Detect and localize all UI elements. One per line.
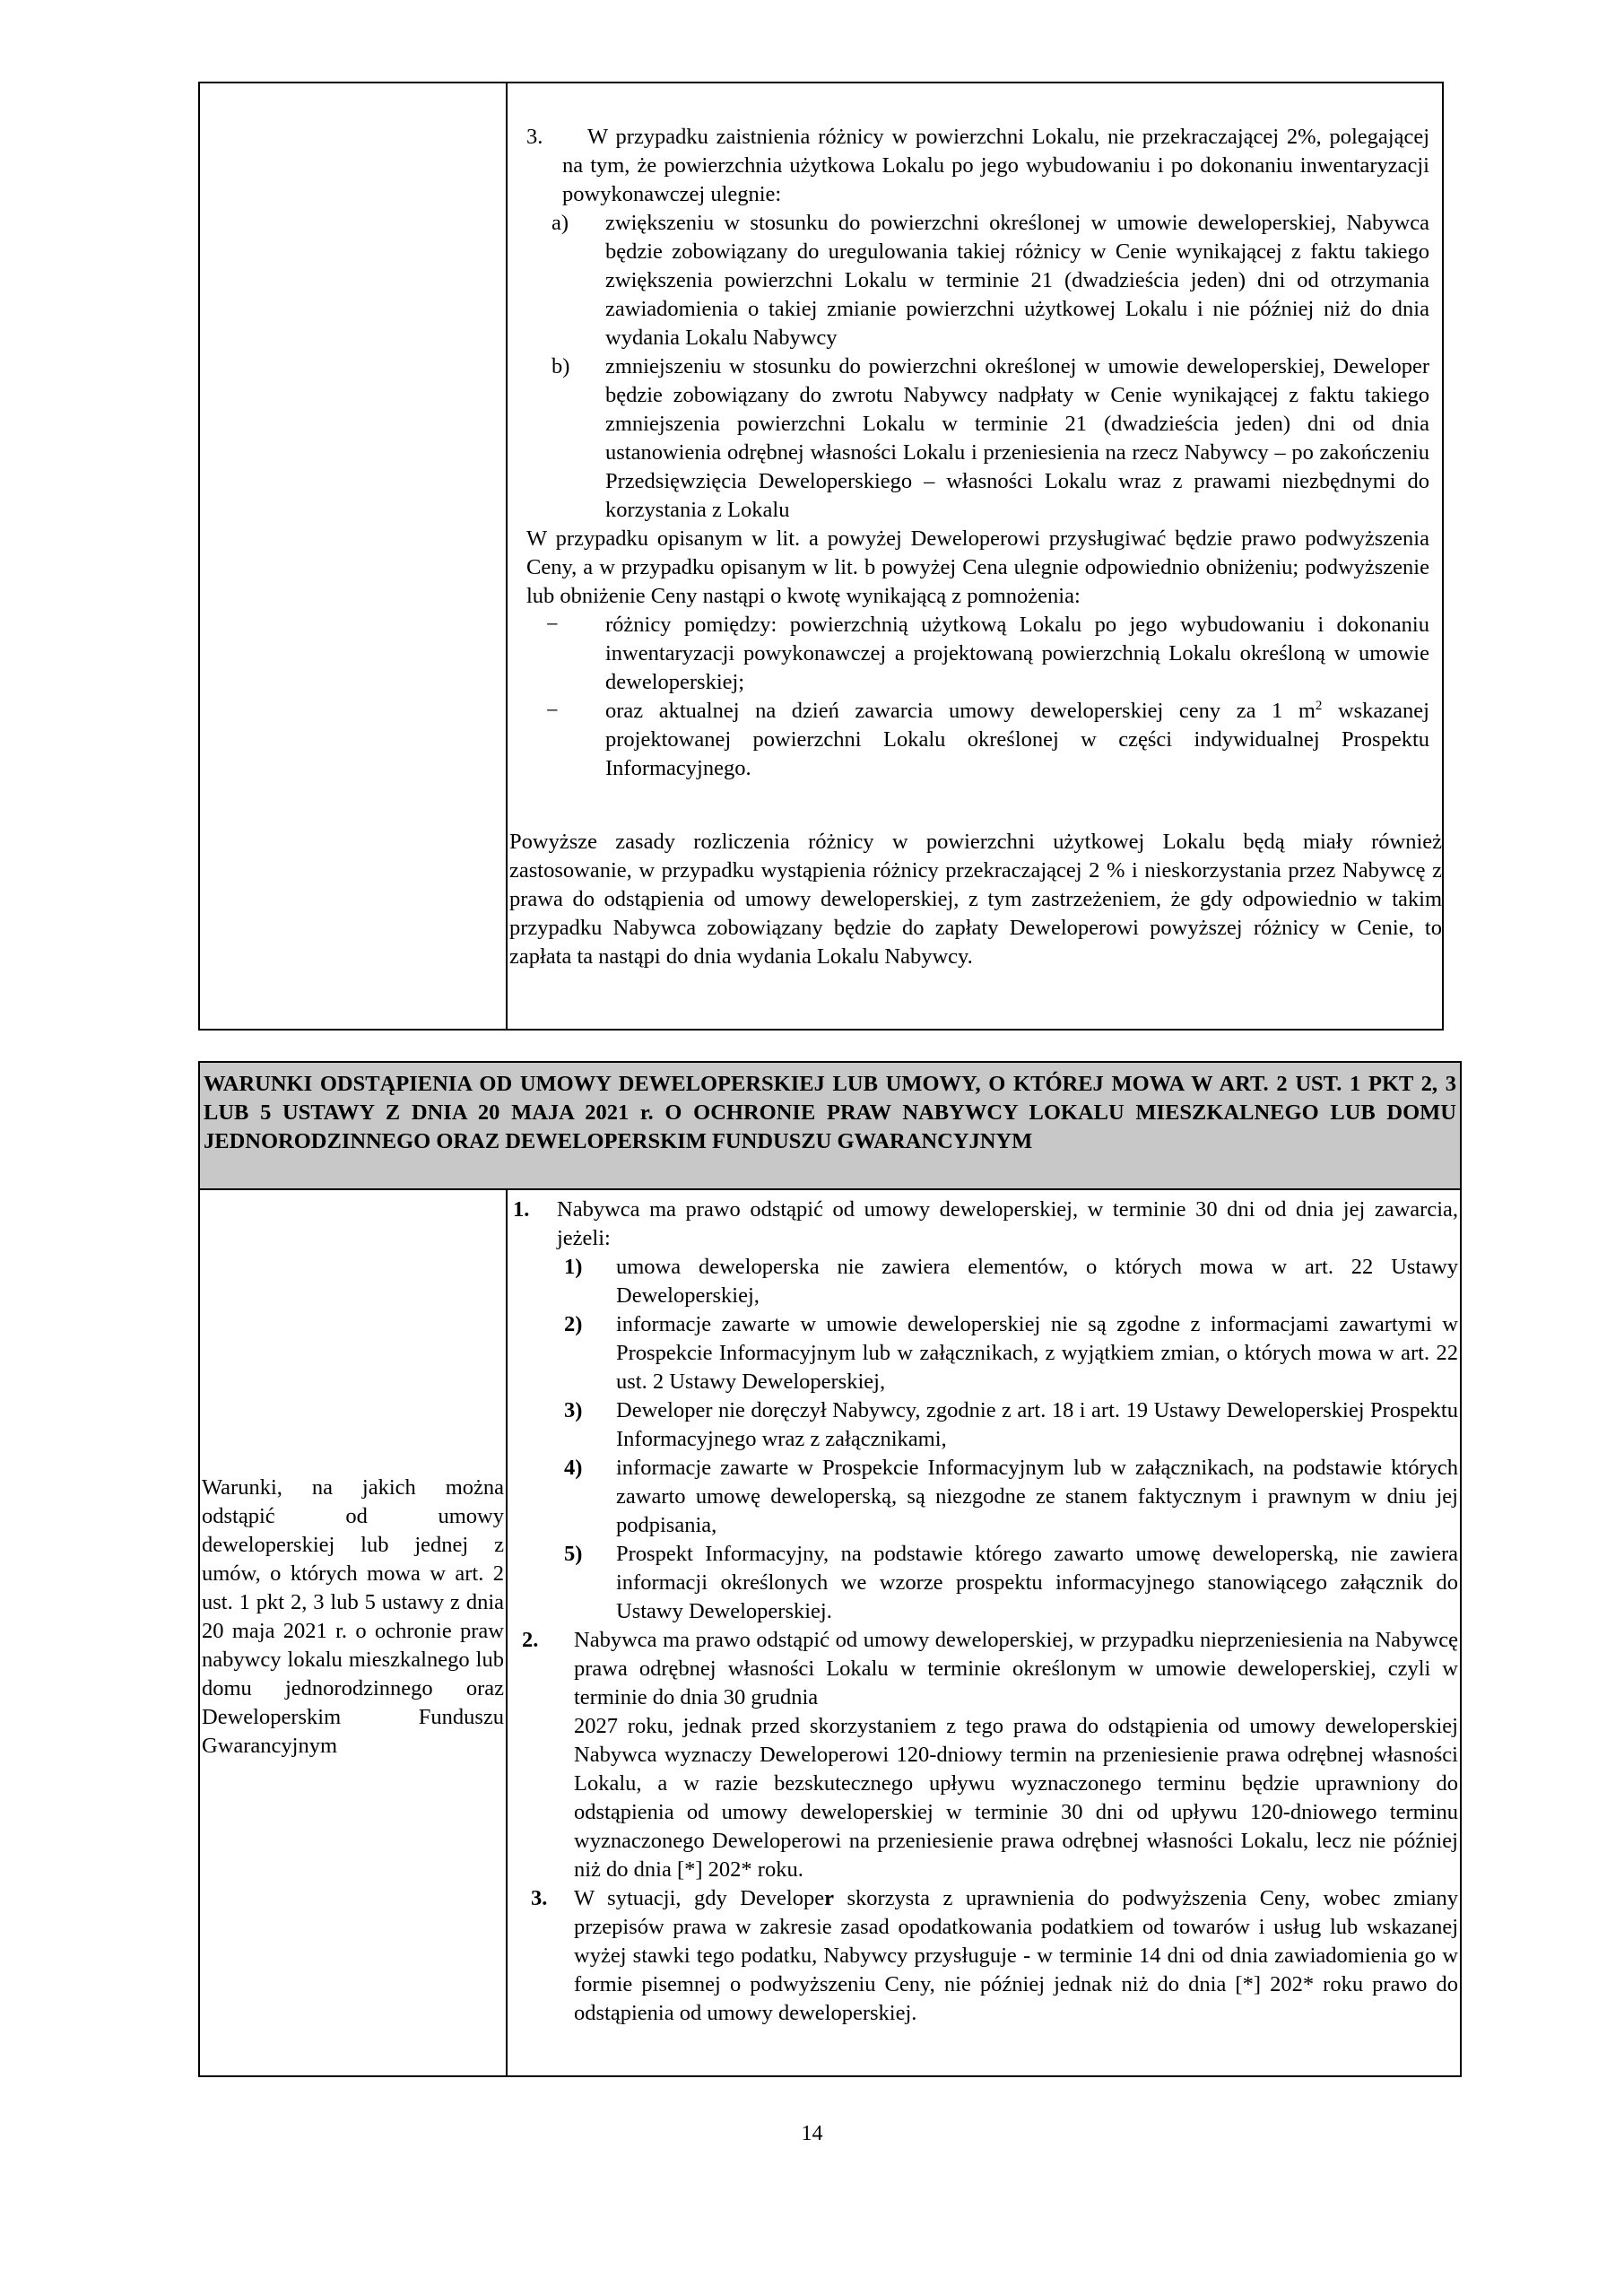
column-divider <box>506 1188 508 2075</box>
dash-text: oraz aktualnej na dzień zawarcia umowy deweloperskiej ceny za 1 $m^2$ wskazanej projektowanej powierzchni Lokalu określonej w części indywidualnej Prospektu Informacyjnego. <box>605 698 1429 780</box>
list-text: informacje zawarte w Prospekcie Informacyjnym lub w załącznikach, na podstawie których zawarto umowę deweloperską, są niezgodne ze stanem faktycznym i prawnym w dniu jej podpisania, <box>616 1456 1458 1537</box>
list-label: 1) <box>564 1255 583 1279</box>
item-number: 3. <box>531 1886 548 1910</box>
column-divider <box>506 83 508 1029</box>
item-3 <box>513 1884 1458 2028</box>
page-number: 14 <box>801 2122 823 2145</box>
left-cell-label: Warunki, na jakich można odstąpić od umowy deweloperskiej lub jednej z umów, o których mowa w art. 2 ust. 1 pkt 2, 3 lub 5 ustawy z dnia 20 maja 2021 r. o ochronie praw nabywcy lokalu mieszkalnego lub domu jednorodzinnego oraz Deweloperskim Funduszu Gwarancyjnym <box>202 1475 504 1758</box>
item-intro: W przypadku zaistnienia różnicy w powierzchni Lokalu, nie przekraczającej 2%, polegającej na tym, że powierzchnia użytkowa Lokalu po jego wybudowaniu i po dokonaniu inwentaryzacji powykonawczej ulegnie: <box>562 125 1429 206</box>
list-label: a) <box>551 211 569 235</box>
item-number: 3. <box>526 125 543 149</box>
list-text: informacje zawarte w umowie deweloperskiej nie są zgodne z informacjami zawartymi w Prospekcie Informacyjnym lub w załącznikach, z wyjątkiem zmian, o których mowa w art. 22 ust. 2 Ustawy Deweloperskiej, <box>616 1312 1458 1394</box>
right-cell <box>513 1196 1458 2028</box>
right-cell <box>526 123 1429 783</box>
list-text: umowa deweloperska nie zawiera elementów, o których mowa w art. 22 Ustawy Deweloperskiej, <box>616 1255 1458 1308</box>
list-label: b) <box>551 354 570 378</box>
list-text: Prospekt Informacyjny, na podstawie którego zawarto umowę deweloperską, nie zawiera informacji określonych we wzorze prospektu informacyjnego stanowiącego załącznik do Ustawy Deweloperskiej. <box>616 1542 1458 1623</box>
section-header: WARUNKI ODSTĄPIENIA OD UMOWY DEWELOPERSKIEJ LUB UMOWY, O KTÓREJ MOWA W ART. 2 UST. 1 PKT 2, 3 LUB 5 USTAWY Z DNIA 20 MAJA 2021 r. O OCHRONIE PRAW NABYWCY LOKALU MIESZKALNEGO LUB DOMU JEDNORODZINNEGO ORAZ DEWELOPERSKIM FUNDUSZU GWARANCYJNYM <box>200 1063 1460 1188</box>
item-intro: Nabywca ma prawo odstąpić od umowy deweloperskiej, w terminie 30 dni od dnia jej zawarcia, jeżeli: <box>557 1197 1458 1250</box>
closing-paragraph: Powyższe zasady rozliczenia różnicy w powierzchni użytkowej Lokalu będą miały również zastosowanie, w przypadku wystąpienia różnicy przekraczającej 2 % i nieskorzystania przez Nabywcę z prawa do odstąpienia od umowy deweloperskiej, z tym zastrzeżeniem, że gdy odpowiednio w takim przypadku Nabywca zobowiązany będzie do zapłaty Deweloperowi powyższej różnicy w Cenie, to zapłata ta nastąpi do dnia wydania Lokalu Nabywcy. <box>509 830 1442 969</box>
header-divider <box>200 1188 1460 1190</box>
list-item <box>526 352 1429 525</box>
list-item <box>526 209 1429 352</box>
item-2 <box>513 1626 1458 1884</box>
list-item <box>513 1540 1458 1626</box>
item-1 <box>513 1196 1458 1253</box>
item-text: W sytuacji, gdy Developer skorzysta z uprawnienia do podwyższenia Ceny, wobec zmiany przepisów prawa w zakresie zasad opodatkowania podatkiem od towarów i usług lub wskazanej wyżej stawki tego podatku, Nabywcy przysługuje - w terminie 14 dni od dnia zawiadomienia go w formie pisemnej o podwyższeniu Ceny, nie później jednak niż do dnia [*] 202* roku prawo do odstąpienia od umowy deweloperskiej. <box>574 1886 1458 2025</box>
list-item <box>513 1454 1458 1540</box>
list-item <box>513 1396 1458 1454</box>
list-item <box>513 1310 1458 1396</box>
dash-item <box>526 611 1429 697</box>
withdrawal-table <box>198 1061 1462 2077</box>
dash-symbol: − <box>546 699 559 723</box>
item-text: Nabywca ma prawo odstąpić od umowy deweloperskiej, w przypadku nieprzeniesienia na Nabywcę prawa odrębnej własności Lokalu w terminie określonym w umowie deweloperskiej, czyli w terminie do dnia 30 grudnia 2027 roku, jednak przed skorzystaniem z tego prawa do odstąpienia od umowy deweloperskiej Nabywca wyznaczy Deweloperowi 120-dniowy termin na przeniesienie prawa odrębnej własności Lokalu, a w razie bezskutecznego upływu wyznaczonego terminu będzie uprawniony do odstąpienia od umowy deweloperskiej w terminie 30 dni od upływu 120-dniowego terminu wyznaczonego Deweloperowi na przeniesienie prawa odrębnej własności Lokalu, lecz nie później niż do dnia [*] 202* roku. <box>574 1628 1458 1882</box>
settlement-table <box>198 82 1444 1031</box>
list-label: 4) <box>564 1456 583 1480</box>
list-text: Deweloper nie doręczył Nabywcy, zgodnie z art. 18 i art. 19 Ustawy Deweloperskiej Prospektu Informacyjnego wraz z załącznikami, <box>616 1398 1458 1451</box>
item-3 <box>526 123 1429 209</box>
list-label: 2) <box>564 1312 583 1336</box>
dash-text: różnicy pomiędzy: powierzchnią użytkową Lokalu po jego wybudowaniu i dokonaniu inwentaryzacji powykonawczej a projektowaną powierzchnią Lokalu określoną w umowie deweloperskiej; <box>605 613 1429 694</box>
price-adjustment-paragraph: W przypadku opisanym w lit. a powyżej Deweloperowi przysługiwać będzie prawo podwyższenia Ceny, a w przypadku opisanym w lit. b powyżej Cena ulegnie odpowiednio obniżeniu; podwyższenie lub obniżenie Ceny nastąpi o kwotę wynikającą z pomnożenia: <box>526 526 1429 608</box>
list-text: zmniejszeniu w stosunku do powierzchni określonej w umowie deweloperskiej, Deweloper będzie zobowiązany do zwrotu Nabywcy nadpłaty w Cenie wynikającej z faktu takiego zmniejszenia powierzchni Lokalu w terminie 21 (dwadzieścia jeden) dni od dnia ustanowienia odrębnej własności Lokalu i przeniesienia na rzecz Nabywcy – po zakończeniu Przedsięwzięcia Deweloperskiego – własności Lokalu wraz z prawami niezbędnymi do korzystania z Lokalu <box>605 354 1429 522</box>
item-number: 1. <box>513 1197 530 1222</box>
list-text: zwiększeniu w stosunku do powierzchni określonej w umowie deweloperskiej, Nabywca będzie zobowiązany do uregulowania takiej różnicy w Cenie wynikającej z faktu takiego zwiększenia powierzchni Lokalu w terminie 21 (dwadzieścia jeden) dni od otrzymania zawiadomienia o takiej zmianie powierzchni użytkowej Lokalu i nie później niż do dnia wydania Lokalu Nabywcy <box>605 211 1429 350</box>
list-label: 3) <box>564 1398 583 1422</box>
list-item <box>513 1253 1458 1310</box>
list-label: 5) <box>564 1542 583 1566</box>
item-number: 2. <box>522 1628 539 1652</box>
dash-item <box>526 697 1429 783</box>
dash-symbol: − <box>546 613 559 637</box>
